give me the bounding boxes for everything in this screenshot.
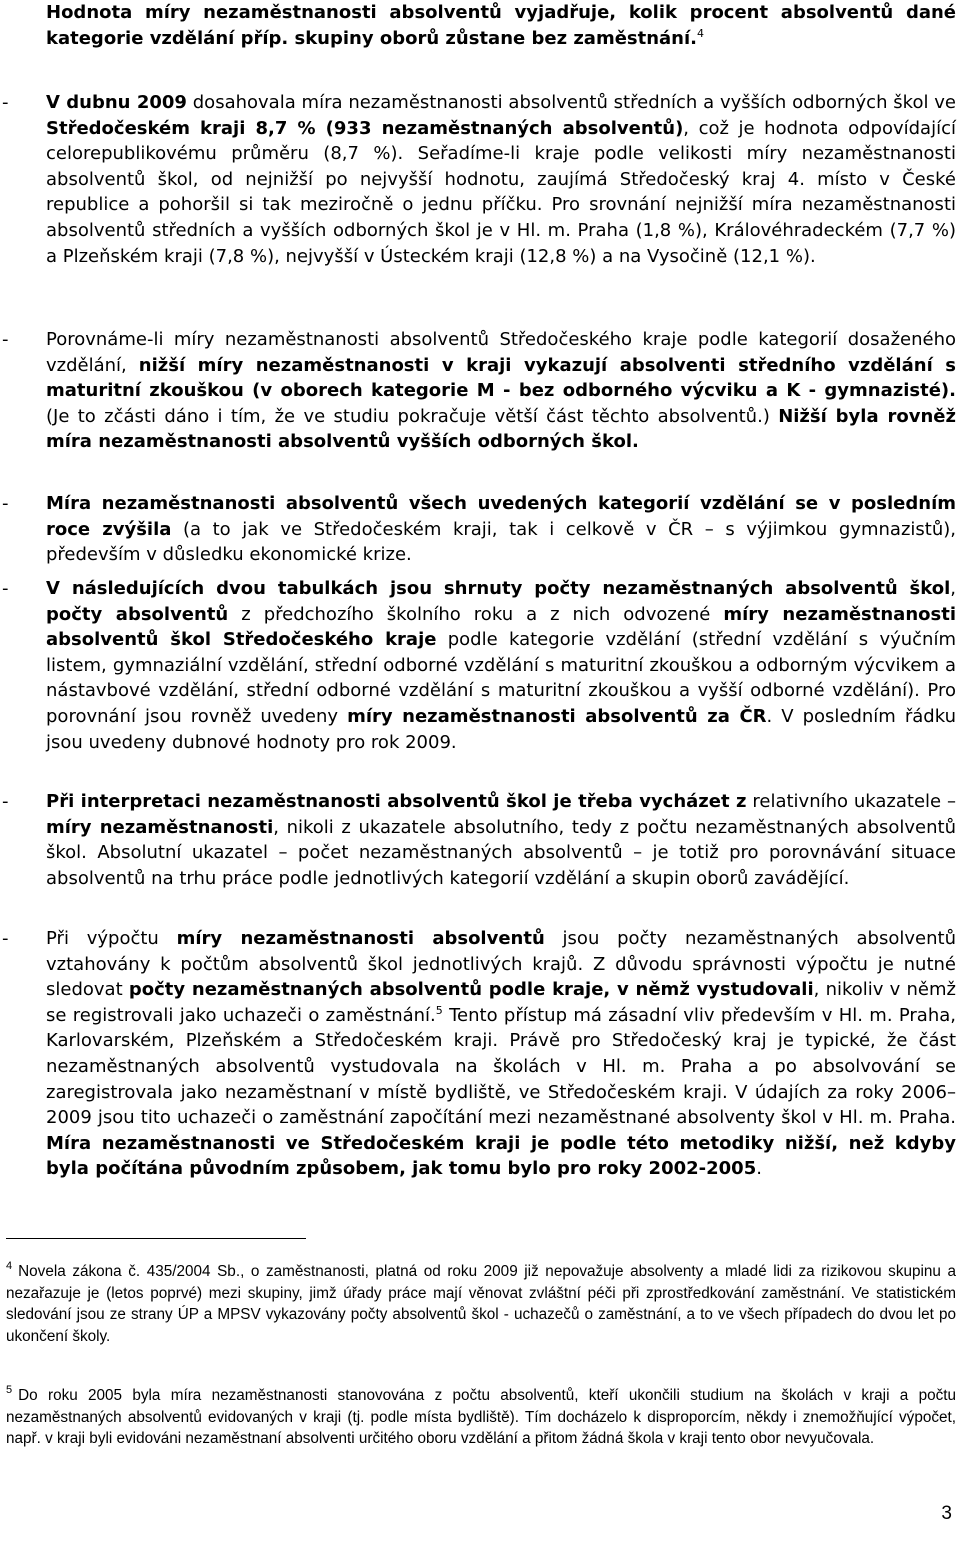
bullet-tables-summary: - V následujících dvou tabulkách jsou shrnuty počty nezaměstnaných absolventů škol, počty absolventů z předchozího školního roku a z nich odvozené míry nezaměstnanosti absolventů škol Středočeského kraje podle kategorie vzdělání (střední vzdělání s výučním listem, gymnaziální vzdělání, střední odborné vzdělání s maturitní zkouškou a odborným výcvikem a nástavbové vzdělání, střední odborné vzdělání s maturitní zkouškou a vyšší odborné vzdělání). Pro porovnání jsou rovněž uvedeny míry nezaměstnanosti absolventů za ČR. V posledním řádku jsou uvedeny dubnové hodnoty pro rok 2009. [2, 578, 956, 753]
page-number: 3 [941, 1503, 952, 1524]
bullet-education-categories: - Porovnáme-li míry nezaměstnanosti absolventů Středočeského kraje podle kategorií dosaženého vzdělání, nižší míry nezaměstnanosti v kraji vykazují absolventi středního vzdělání s maturitní zkouškou (v oborech kategorie M - bez odborného výcviku a K - gymnazisté). (Je to zčásti dáno i tím, že ve studiu pokračuje větší část těchto absolventů.) Nižší byla rovněž míra nezaměstnanosti absolventů vyšších odborných škol. [2, 329, 956, 453]
bullet-calculation-method: - Při výpočtu míry nezaměstnanosti absolventů jsou počty nezaměstnaných absolventů vztahovány k počtům absolventů škol jednotlivých krajů. Z důvodu správnosti výpočtu je nutné sledovat počty nezaměstnaných absolventů podle kraje, v němž vystudovali, nikoliv v němž se registrovali jako uchazeči o zaměstnání.$^5$ Tento přístup má zásadní vliv především v Hl. m. Praha, Karlovarském, Plzeňském a Středočeském kraji. Právě pro Středočeský kraj je typické, že část nezaměstnaných absolventů vystudovala na školách v Hl. m. Praha a po absolvování se zaregistrovala jako nezaměstnaní v místě bydliště, ve Středočeském kraji. V údajích za roky 2006–2009 jsou tito uchazeči o zaměstnání započítání mezi nezaměstnané absolventy škol v Hl. m. Praha. Míra nezaměstnanosti ve Středočeském kraji je podle této metodiky nižší, než kdyby byla počítána původním způsobem, jak tomu bylo pro roky 2002-2005. [2, 928, 956, 1180]
footnote-separator [6, 1238, 306, 1239]
footnote-5 [6, 1385, 956, 1450]
bullet-dash: - [2, 578, 9, 599]
bullet-unemployment-april-2009: - V dubnu 2009 dosahovala míra nezaměstnanosti absolventů středních a vyšších odborných škol ve Středočeském kraji 8,7 % (933 nezaměstnaných absolventů), což je hodnota odpovídající celorepublikovému průměru (8,7 %). Seřadíme-li kraje podle velikosti míry nezaměstnanosti absolventů škol, od nejnižší po nejvyšší hodnotu, zaujímá Středočeský kraj 4. místo v České republice a pohoršil si tak meziročně o jednu příčku. Pro srovnání nejnižší míra nezaměstnanosti absolventů středních a vyšších odborných škol je v Hl. m. Praha (1,8 %), Královéhradeckém (7,7 %) a Plzeňském kraji (7,8 %), nejvyšší v Ústeckém kraji (12,8 %) a na Vysočině (12,1 %). [2, 92, 956, 267]
intro-paragraph [46, 0, 956, 51]
bullet-dash: - [2, 493, 9, 514]
bullet-interpretation: - Při interpretaci nezaměstnanosti absolventů škol je třeba vycházet z relativního ukazatele – míry nezaměstnanosti, nikoli z ukazatele absolutního, tedy z počtu nezaměstnaných absolventů škol. Absolutní ukazatel – počet nezaměstnaných absolventů – je totiž pro porovnávání situace absolventů na trhu práce podle jednotlivých kategorií vzdělání a skupin oborů zavádějící. [2, 791, 956, 889]
bullet-dash: - [2, 928, 9, 949]
footnote-number: 5 [6, 1384, 13, 1396]
bullet-dash: - [2, 329, 9, 350]
footnote-text: Do roku 2005 byla míra nezaměstnanosti stanovována z počtu absolventů, kteří ukončili studium na školách v kraji a počtu nezaměstnaných absolventů evidovaných v kraji (tj. podle místa bydliště). Tím docházelo k disproporcím, někdy i znemožňující výpočet, např. v kraji byli evidováni nezaměstnaní absolventi určitého oboru vzdělání a přitom žádná škola v kraji tento obor nevyučovala. [6, 1387, 956, 1447]
footnote-ref-4: 4 [697, 26, 705, 40]
bullet-rate-increase: - Míra nezaměstnanosti absolventů všech uvedených kategorií vzdělání se v posledním roce zvýšila (a to jak ve Středočeském kraji, tak i celkově v ČR – s výjimkou gymnazistů), především v důsledku ekonomické krize. [2, 493, 957, 566]
footnote-ref-5: 5 [435, 1003, 443, 1017]
bullet-dash: - [2, 791, 9, 812]
footnote-number: 4 [6, 1260, 13, 1272]
bullet-dash: - [2, 92, 9, 113]
intro-text: Hodnota míry nezaměstnanosti absolventů vyjadřuje, kolik procent absolventů dané kategorie vzdělání příp. skupiny oborů zůstane bez zaměstnání. [46, 2, 956, 49]
footnote-4 [6, 1261, 956, 1347]
footnote-text: Novela zákona č. 435/2004 Sb., o zaměstnanosti, platná od roku 2009 již nepovažuje absolventy a mladé lidi za rizikovou skupinu a nezařazuje je (letos poprvé) mezi skupiny, jimž úřady práce mají věnovat zvláštní péči při zprostředkování zaměstnání. Ve statistickém sledování jsou ze strany ÚP a MPSV vykazovány počty absolventů škol - uchazečů o zaměstnání, a to ve všech případech do dvou let po ukončení školy. [6, 1263, 956, 1345]
